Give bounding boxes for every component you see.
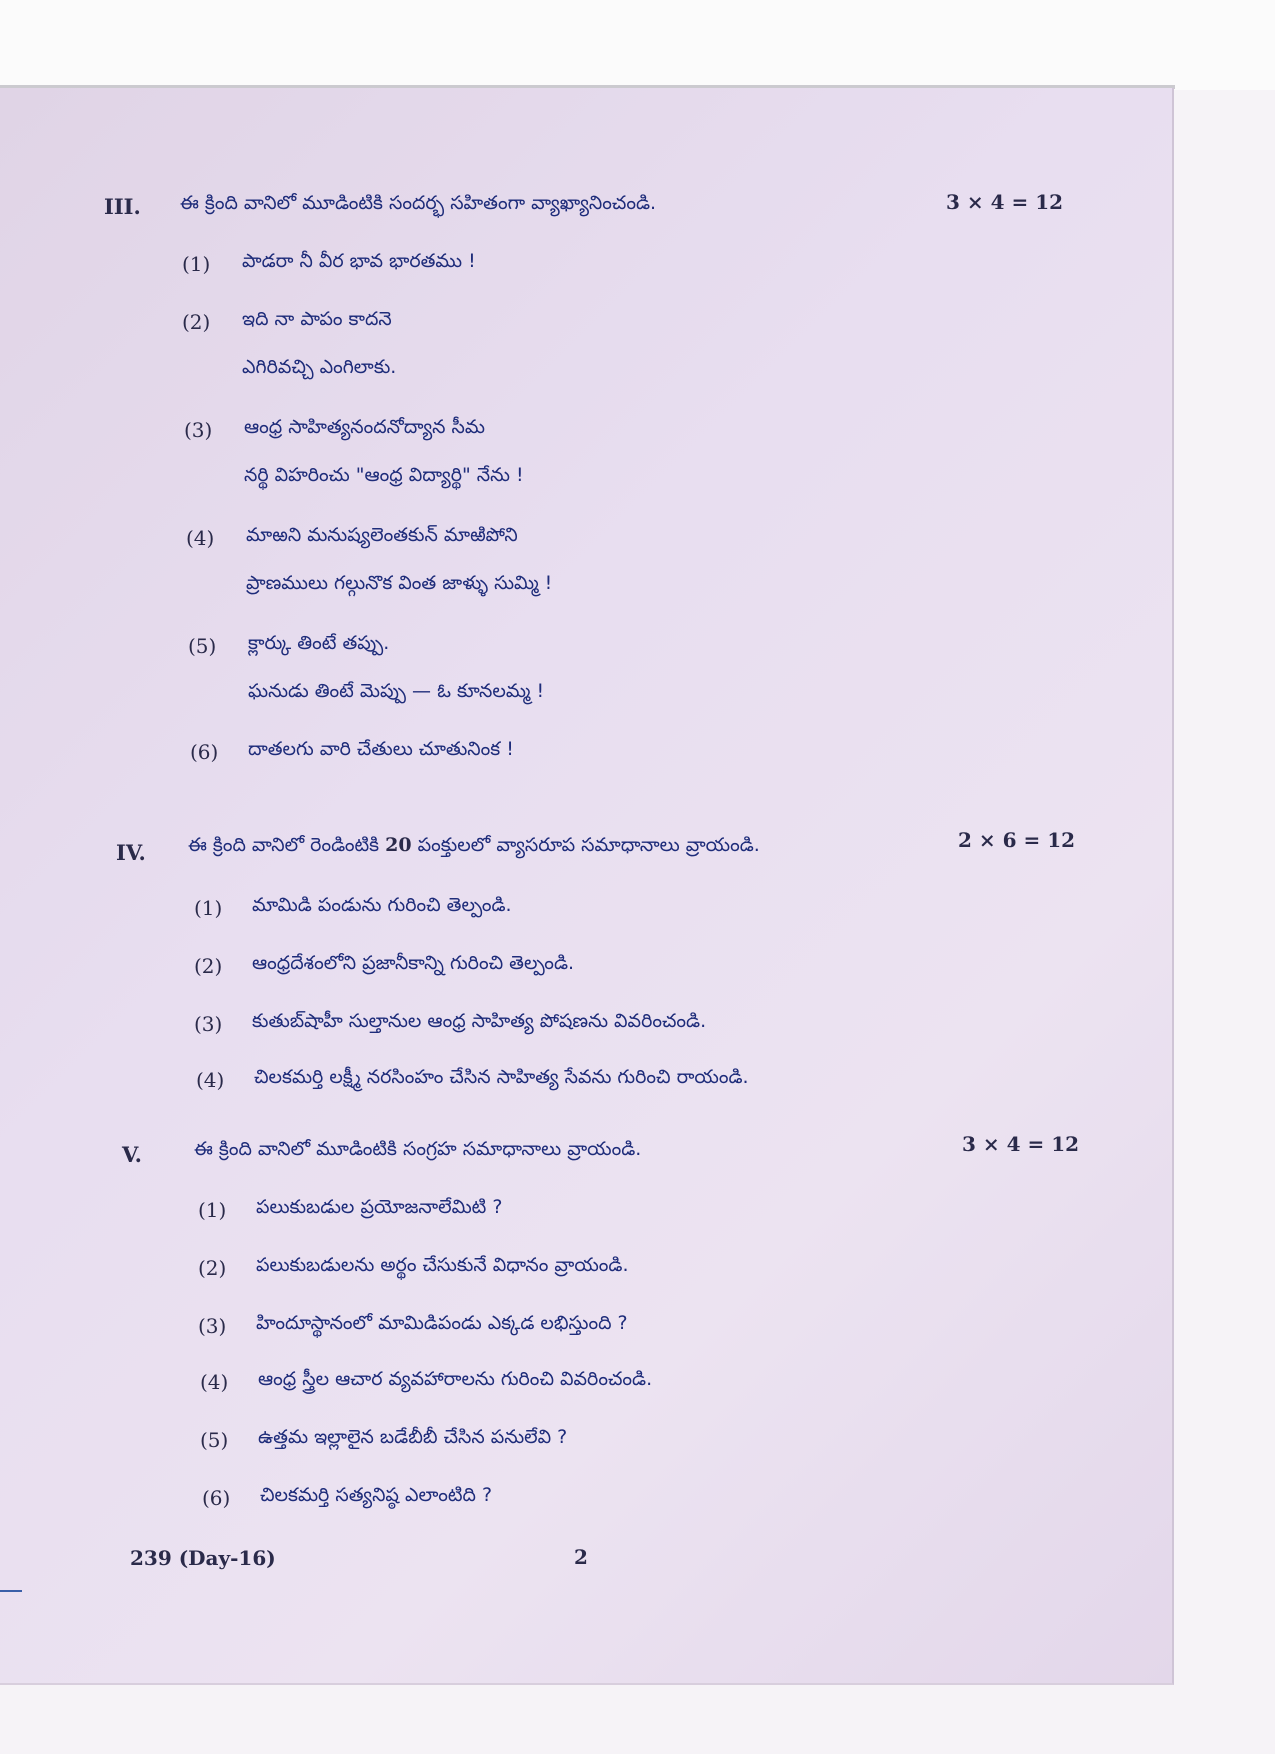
item-line: కుతుబ్‌షాహీ సుల్తానుల ఆంధ్ర సాహిత్య పోషణను వివరించండి. [252,1010,707,1032]
section-number: IV. [116,840,146,865]
item-number: (6) [190,740,219,764]
exam-page [0,88,1174,1685]
section-heading: ఈ క్రింది వానిలో మూడింటికి సంగ్రహ సమాధానాలు వ్రాయండి. [194,1138,642,1160]
heading-part: ఈ క్రింది వానిలో రెండింటికి [188,834,386,856]
item-line: పాడరా నీ వీర భావ భారతము ! [242,250,476,272]
page-number: 2 [574,1545,588,1569]
item-line: ప్రాణములు గల్గునొక వింత జాళ్ళు సుమ్మి ! [246,572,553,594]
item-line: మాఱని మనుష్యలెంతకున్ మాఱిపోని [246,524,518,546]
item-line: పలుకుబడులను అర్థం చేసుకునే విధానం వ్రాయండి. [256,1254,629,1276]
item-line: నర్థి విహరించు "ఆంధ్ర విద్యార్థి" నేను ! [244,464,524,486]
item-number: (3) [184,418,213,442]
scan-background-top [0,0,1275,90]
section-number: III. [104,194,141,219]
item-number: (5) [188,634,217,658]
item-line: ఎగిరివచ్చి ఎంగిలాకు. [242,356,397,378]
item-number: (1) [182,252,211,276]
section-marks: 3 × 4 = 12 [962,1132,1080,1156]
item-number: (4) [200,1370,229,1394]
item-number: (6) [202,1486,231,1510]
section-heading [188,834,760,861]
item-number: (4) [196,1068,225,1092]
section-marks: 2 × 6 = 12 [958,828,1076,852]
heading-bold-number: 20 [385,834,412,856]
item-number: (2) [194,954,223,978]
item-number: (1) [198,1198,227,1222]
item-line: ఆంధ్రదేశంలోని ప్రజానీకాన్ని గురించి తెల్పండి. [252,952,575,974]
item-line: చిలకమర్తి లక్ష్మీ నరసింహం చేసిన సాహిత్య సేవను గురించి రాయండి. [254,1066,749,1088]
item-number: (5) [200,1428,229,1452]
item-number: (1) [194,896,223,920]
item-line: ఆంధ్ర స్త్రీల ఆచార వ్యవహారాలను గురించి వివరించండి. [258,1368,653,1390]
item-number: (3) [194,1012,223,1036]
item-line: ఇది నా పాపం కాదనె [242,308,392,330]
item-number: (3) [198,1314,227,1338]
item-line: చిలకమర్తి సత్యనిష్ఠ ఎలాంటిది ? [260,1484,493,1506]
item-line: పలుకుబడుల ప్రయోజనాలేమిటి ? [256,1196,503,1218]
item-line: హిందూస్థానంలో మామిడిపండు ఎక్కడ లభిస్తుంది ? [256,1312,628,1334]
margin-mark [0,1590,22,1592]
item-line: క్లార్కు తింటే తప్పు. [248,632,390,654]
item-line: ఘనుడు తింటే మెప్పు — ఓ కూనలమ్మ ! [248,680,545,702]
item-number: (2) [198,1256,227,1280]
item-line: దాతలగు వారి చేతులు చూతునింక ! [248,738,514,760]
section-number: V. [122,1142,142,1167]
section-heading: ఈ క్రింది వానిలో మూడింటికి సందర్భ సహితంగా వ్యాఖ్యానించండి. [180,192,657,214]
section-marks: 3 × 4 = 12 [946,190,1064,214]
item-line: ఆంధ్ర సాహిత్యనందనోద్యాన సీమ [244,416,485,438]
item-number: (2) [182,310,211,334]
exam-code: 239 (Day-16) [130,1546,276,1570]
item-line: ఉత్తమ ఇల్లాలైన బడేబీబీ చేసిన పనులేవి ? [258,1426,568,1448]
item-number: (4) [186,526,215,550]
item-line: మామిడి పండును గురించి తెల్పండి. [252,894,512,916]
heading-part: పంక్తులలో వ్యాసరూప సమాధానాలు వ్రాయండి. [411,834,760,856]
